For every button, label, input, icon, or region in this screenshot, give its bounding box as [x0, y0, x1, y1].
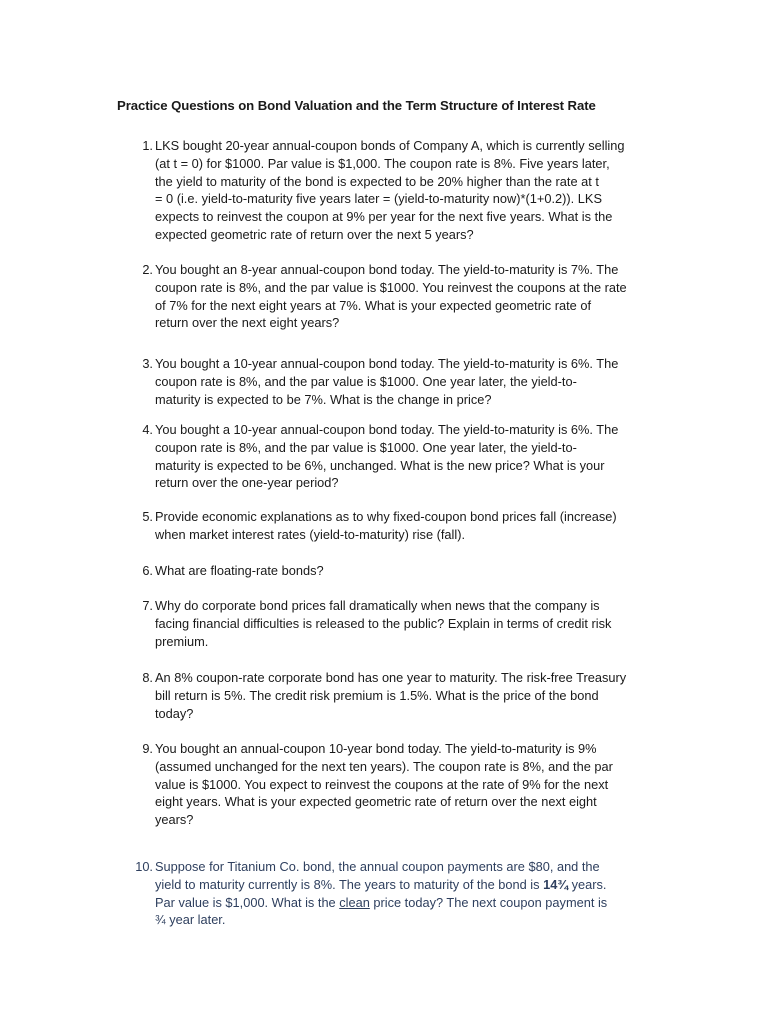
question-line-segment: Par value is $1,000. What is the — [155, 894, 340, 910]
question-4 — [125, 421, 665, 492]
question-7 — [125, 597, 665, 650]
question-line: maturity is expected to be 6%, unchanged. What is the new price? What is your — [155, 457, 605, 473]
question-text — [155, 669, 665, 722]
question-text — [155, 421, 665, 492]
question-2 — [125, 261, 665, 332]
question-line: What are floating-rate bonds? — [155, 563, 324, 578]
question-line: ¾ year later. — [155, 912, 226, 928]
question-number: 4. — [142, 422, 153, 437]
question-number: 10. — [135, 859, 153, 874]
question-3 — [125, 355, 665, 408]
question-line: expected geometric rate of return over the next 5 years? — [155, 226, 474, 242]
question-line: You bought an 8-year annual-coupon bond today. The yield-to-maturity is 7%. The — [155, 262, 619, 277]
question-line: today? — [155, 705, 194, 721]
question-line: = 0 (i.e. yield-to-maturity five years later = (yield-to-maturity now)*(1+0.2)). LKS — [155, 191, 602, 207]
question-10 — [125, 858, 665, 929]
question-line: bill return is 5%. The credit risk premium is 1.5%. What is the price of the bond — [155, 687, 599, 703]
question-text — [155, 508, 665, 544]
question-text — [155, 562, 665, 580]
question-line: premium. — [155, 633, 209, 649]
question-line-segment: yield to maturity currently is 8%. The years to maturity of the bond is — [155, 876, 544, 892]
question-line: when market interest rates (yield-to-maturity) rise (fall). — [155, 526, 466, 542]
question-9 — [125, 740, 665, 829]
question-line: return over the next eight years? — [155, 315, 340, 331]
question-number: 1. — [142, 138, 153, 153]
question-text — [155, 261, 665, 332]
question-line: facing financial difficulties is released to the public? Explain in terms of credit risk — [155, 615, 612, 631]
question-number: 9. — [142, 741, 153, 756]
question-line: An 8% coupon-rate corporate bond has one year to maturity. The risk-free Treasury — [155, 670, 627, 685]
question-text — [155, 740, 665, 829]
question-line-segment: price today? The next coupon payment is — [369, 894, 608, 910]
question-line: (at t = 0) for $1000. Par value is $1,000. The coupon rate is 8%. Five years later, — [155, 155, 610, 171]
question-line: expects to reinvest the coupon at 9% per year for the next five years. What is the — [155, 209, 613, 225]
question-number: 5. — [142, 509, 153, 524]
question-line: value is $1000. You expect to reinvest the coupons at the rate of 9% for the next — [155, 776, 609, 792]
question-line — [155, 894, 665, 912]
question-number: 3. — [142, 356, 153, 371]
question-6 — [125, 562, 665, 580]
question-line: coupon rate is 8%, and the par value is $1000. You reinvest the coupons at the rate — [155, 279, 627, 295]
question-line: Suppose for Titanium Co. bond, the annual coupon payments are $80, and the — [155, 859, 600, 874]
question-line: You bought an annual-coupon 10-year bond today. The yield-to-maturity is 9% — [155, 741, 597, 756]
question-number: 8. — [142, 670, 153, 685]
question-line: return over the one-year period? — [155, 475, 339, 491]
question-5 — [125, 508, 665, 544]
question-text — [155, 858, 665, 929]
question-line: LKS bought 20-year annual-coupon bonds of Company A, which is currently selling — [155, 138, 625, 153]
question-line: You bought a 10-year annual-coupon bond today. The yield-to-maturity is 6%. The — [155, 422, 619, 437]
question-number: 2. — [142, 262, 153, 277]
years-to-maturity-value: 14¾ — [543, 876, 569, 892]
question-text — [155, 355, 665, 408]
document-title: Practice Questions on Bond Valuation and the Term Structure of Interest Rate — [117, 98, 596, 113]
question-line: Provide economic explanations as to why fixed-coupon bond prices fall (increase) — [155, 509, 617, 524]
question-8 — [125, 669, 665, 722]
question-line — [155, 876, 665, 894]
question-text — [155, 597, 665, 650]
question-line: years? — [155, 812, 194, 828]
question-line: You bought a 10-year annual-coupon bond today. The yield-to-maturity is 6%. The — [155, 356, 619, 371]
question-line: (assumed unchanged for the next ten years). The coupon rate is 8%, and the par — [155, 758, 613, 774]
clean-price-term: clean — [339, 894, 370, 910]
question-line: coupon rate is 8%, and the par value is $1000. One year later, the yield-to- — [155, 373, 577, 389]
question-number: 7. — [142, 598, 153, 613]
question-line: Why do corporate bond prices fall dramatically when news that the company is — [155, 598, 600, 613]
question-line: the yield to maturity of the bond is expected to be 20% higher than the rate at t — [155, 173, 599, 189]
question-line: eight years. What is your expected geometric rate of return over the next eight — [155, 794, 597, 810]
question-line-segment: years. — [568, 876, 607, 892]
question-number: 6. — [142, 563, 153, 578]
question-1 — [125, 137, 665, 244]
question-line: maturity is expected to be 7%. What is the change in price? — [155, 391, 492, 407]
question-line: of 7% for the next eight years at 7%. What is your expected geometric rate of — [155, 297, 592, 313]
question-text — [155, 137, 665, 244]
question-line: coupon rate is 8%, and the par value is $1000. One year later, the yield-to- — [155, 439, 577, 455]
